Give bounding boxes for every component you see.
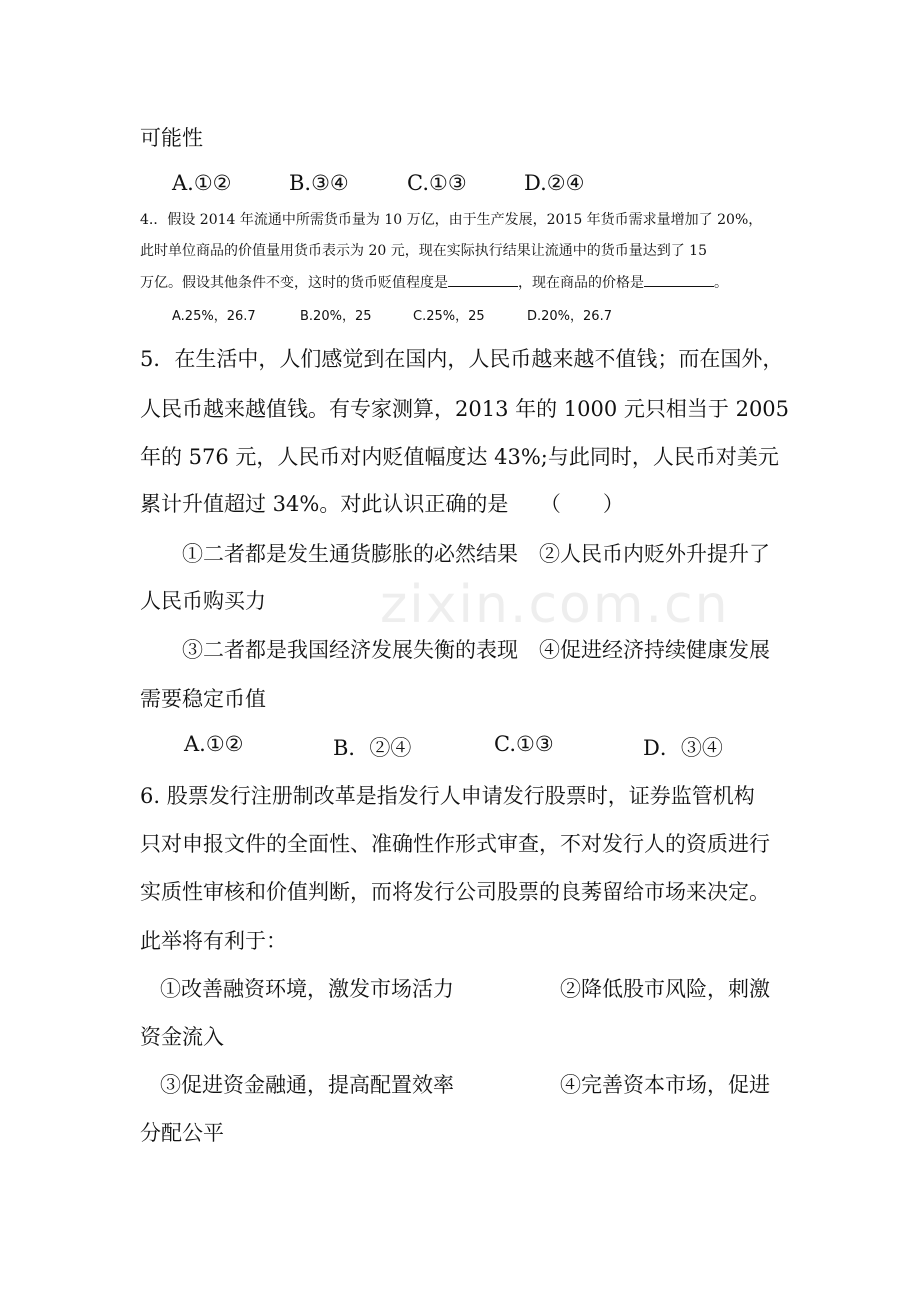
q5-option-b: B．②④ (333, 736, 412, 760)
q5-option-d: D．③④ (643, 736, 723, 760)
q5-line-3: 年的 576 元，人民币对内贬值幅度达 43%;与此同时，人民币对美元 (140, 445, 779, 469)
q6-line-2: 只对申报文件的全面性、准确性作形式审查，不对发行人的资质进行 (140, 832, 770, 856)
q4-option-d: D.20%，26.7 (527, 309, 612, 324)
q4-line-3-text-a: 万亿。假设其他条件不变，这时的货币贬值程度是 (140, 275, 448, 291)
q6-line-4: 此举将有利于： (140, 929, 287, 953)
q6-item-4-cont: 分配公平 (140, 1121, 224, 1145)
q6-item-2-cont: 资金流入 (140, 1025, 224, 1049)
q5-line-2: 人民币越来越值钱。有专家测算，2013 年的 1000 元只相当于 2005 (140, 397, 790, 421)
answer-blank-2 (644, 272, 714, 287)
q5-option-c: C.①③ (494, 732, 554, 756)
q6-item-3: ③促进资金融通，提高配置效率 (160, 1073, 454, 1097)
q5-line-4: 累计升值超过 34%。对此认识正确的是 （ ） (140, 492, 624, 516)
q5-option-a: A.①② (184, 732, 244, 756)
answer-blank-1 (448, 272, 518, 287)
q4-line-2: 此时单位商品的价值量用货币表示为 20 元，现在实际执行结果让流通中的货币量达到了 15 (140, 243, 707, 259)
q3-option-c: C.①③ (407, 171, 467, 195)
q6-item-1: ①改善融资环境，激发市场活力 (160, 977, 454, 1001)
q4-line-3 (140, 272, 728, 292)
q6-line-1: 6. 股票发行注册制改革是指发行人申请发行股票时，证券监管机构 (140, 784, 755, 808)
q3-option-b: B.③④ (289, 171, 349, 195)
q4-line-3-text-b: ，现在商品的价格是 (518, 275, 644, 291)
q4-option-c: C.25%，25 (413, 309, 485, 324)
q3-tail-text: 可能性 (140, 126, 203, 150)
q6-item-4: ④完善资本市场，促进 (560, 1073, 770, 1097)
q3-option-d: D.②④ (524, 171, 585, 195)
q5-item-line-1: ①二者都是发生通货膨胀的必然结果 ②人民币内贬外升提升了 (182, 542, 770, 566)
q5-item-line-2: 人民币购买力 (140, 589, 266, 613)
q5-line-1: 5．在生活中，人们感觉到在国内，人民币越来越不值钱；而在国外， (140, 347, 784, 371)
q6-line-3: 实质性审核和价值判断，而将发行公司股票的良莠留给市场来决定。 (140, 880, 770, 904)
q6-item-2: ②降低股市风险，刺激 (560, 977, 770, 1001)
watermark: zixin.com.cn (380, 575, 730, 635)
q4-line-3-text-c: 。 (714, 275, 728, 291)
q4-line-1: 4.．假设 2014 年流通中所需货币量为 10 万亿，由于生产发展，2015 年货币需求量增加了 20%， (140, 212, 763, 228)
q3-option-a: A.①② (172, 171, 232, 195)
q5-item-line-4: 需要稳定币值 (140, 687, 266, 711)
q5-item-line-3: ③二者都是我国经济发展失衡的表现 ④促进经济持续健康发展 (182, 638, 770, 662)
q4-option-b: B.20%，25 (300, 309, 372, 324)
q4-option-a: A.25%，26.7 (172, 309, 256, 324)
